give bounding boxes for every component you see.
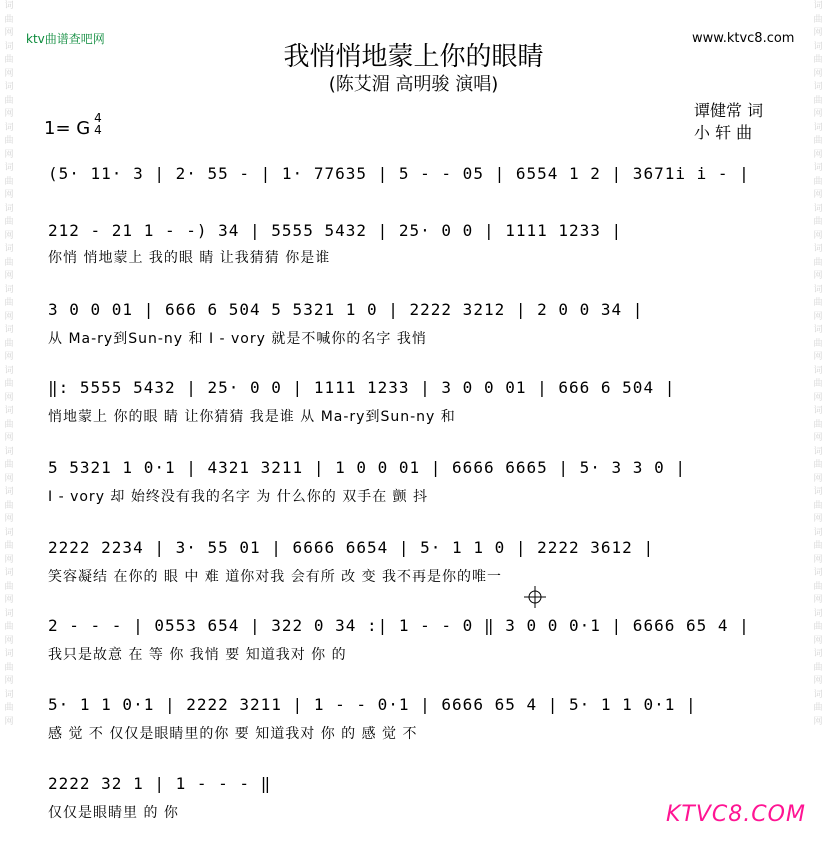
crosshair-icon: [524, 586, 546, 608]
composer-credit: 小 轩 曲: [694, 123, 753, 142]
lyric-line: 从 Ma-ry到Sun-ny 和 I - vory 就是不喊你的名字 我悄: [48, 331, 427, 347]
lyricist-credit: 谭健常 词: [694, 101, 764, 120]
time-signature-bottom: 4: [94, 123, 102, 137]
side-watermark-left: 词曲网词曲网词曲网词曲网词曲网词曲网词曲网词曲网词曲网词曲网词曲网词曲网词曲网词曲网词曲网词曲网词曲网词曲网: [4, 1, 14, 727]
time-signature-top: 4: [94, 111, 102, 125]
lyric-line: 仅仅是眼睛里 的 你: [48, 805, 179, 821]
lyric-line: 悄地蒙上 你的眼 睛 让你猜猜 我是谁 从 Ma-ry到Sun-ny 和: [48, 409, 456, 425]
lyric-line: I - vory 却 始终没有我的名字 为 什么你的 双手在 颤 抖: [48, 489, 429, 505]
notation-line: 5· 1 1 0·1 | 2222 3211 | 1 - - 0·1 | 6666 65 4 | 5· 1 1 0·1 |: [48, 695, 697, 714]
lyric-line: 我只是故意 在 等 你 我悄 要 知道我对 你 的: [48, 647, 347, 663]
site-url-right: www.ktvc8.com: [692, 31, 795, 46]
site-logo: KTVC8.COM: [666, 802, 806, 827]
notation-line: 5 5321 1 0·1 | 4321 3211 | 1 0 0 01 | 6666 6665 | 5· 3 3 0 |: [48, 458, 686, 477]
site-name-left: ktv曲谱查吧网: [26, 32, 105, 46]
song-subtitle: (陈艾湄 高明骏 演唱): [328, 74, 499, 95]
notation-line: 3 0 0 01 | 666 6 504 5 5321 1 0 | 2222 3212 | 2 0 0 34 |: [48, 300, 644, 319]
key-signature: 1= G: [44, 118, 91, 139]
notation-line: 2222 2234 | 3· 55 01 | 6666 6654 | 5· 1 1 0 | 2222 3612 |: [48, 538, 655, 557]
lyric-line: 感 觉 不 仅仅是眼睛里的你 要 知道我对 你 的 感 觉 不: [48, 726, 418, 742]
notation-line: 212 - 21 1 - -) 34 | 5555 5432 | 25· 0 0 | 1111 1233 |: [48, 221, 623, 240]
time-signature: [92, 112, 104, 136]
notation-line: 2 - - - | 0553 654 | 322 0 34 :| 1 - - 0 ‖ 3 0 0 0·1 | 6666 65 4 |: [48, 616, 750, 635]
notation-line: 2222 32 1 | 1 - - - ‖: [48, 774, 272, 793]
notation-line: (5· 11· 3 | 2· 55 - | 1· 77635 | 5 - - 05 | 6554 1 2 | 3671i i - |: [48, 164, 750, 183]
lyric-line: 笑容凝结 在你的 眼 中 难 道你对我 会有所 改 变 我不再是你的唯一: [48, 569, 503, 585]
lyric-line: 你悄 悄地蒙上 我的眼 睛 让我猜猜 你是谁: [48, 250, 331, 266]
side-watermark-right: 词曲网词曲网词曲网词曲网词曲网词曲网词曲网词曲网词曲网词曲网词曲网词曲网词曲网词曲网词曲网词曲网词曲网词曲网: [813, 1, 823, 727]
notation-line: ‖: 5555 5432 | 25· 0 0 | 1111 1233 | 3 0 0 01 | 666 6 504 |: [48, 378, 676, 397]
song-title: 我悄悄地蒙上你的眼睛: [283, 42, 544, 72]
